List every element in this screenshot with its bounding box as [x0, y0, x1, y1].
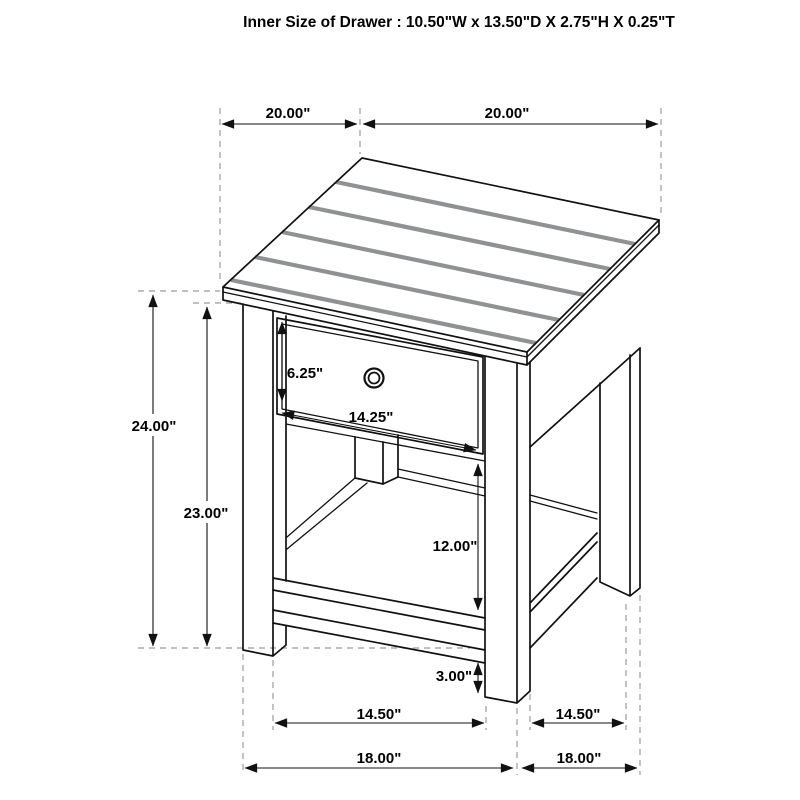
- dim-label-under-top-height: 23.00": [183, 505, 229, 522]
- shelf: [273, 578, 485, 630]
- drawer: [277, 318, 483, 454]
- drawer-support-block: [355, 435, 398, 484]
- side-stretcher: [530, 533, 597, 648]
- dim-label-top-depth: 20.00": [265, 105, 311, 122]
- drawer-knob: [365, 369, 384, 388]
- dimension-lines: [124, 124, 658, 768]
- dim-label-drawer-width: 14.25": [348, 409, 394, 426]
- dim-label-front-outer-width: 18.00": [356, 750, 402, 767]
- compartment-details: [286, 424, 597, 549]
- plank-stripes: [231, 182, 635, 343]
- dim-label-side-inner-span: 14.50": [555, 706, 601, 723]
- side-runners: [287, 478, 367, 549]
- shelf-front-edge: [273, 578, 485, 630]
- guide-top: [220, 108, 661, 283]
- guide-lines: [138, 108, 661, 775]
- tabletop: [223, 158, 659, 365]
- right-front-leg-outline: [485, 357, 530, 703]
- dim-label-top-width: 20.00": [484, 105, 530, 122]
- rear-right-leg-outline: [600, 348, 640, 596]
- rear-right-leg: [530, 348, 640, 596]
- dim-label-drawer-height: 6.25": [286, 365, 324, 382]
- drawer-knob-inner: [369, 373, 380, 384]
- dim-label-stretcher-gap: 3.00": [435, 668, 473, 685]
- dim-label-side-outer-depth: 18.00": [556, 750, 602, 767]
- back-rail: [398, 469, 597, 519]
- front-stretcher: [273, 610, 485, 663]
- dim-label-shelf-clearance: 12.00": [432, 538, 478, 555]
- right-front-leg: [485, 357, 530, 703]
- dim-label-overall-height: 24.00": [131, 418, 177, 435]
- left-front-leg-outline: [243, 304, 286, 656]
- diagram-title: Inner Size of Drawer : 10.50"W x 13.50"D X 2.75"H X 0.25"T: [243, 14, 675, 31]
- dim-label-front-inner-span: 14.50": [356, 706, 402, 723]
- side-apron-edge: [530, 348, 640, 447]
- table-drawing: [223, 158, 659, 703]
- left-front-leg: [243, 304, 286, 656]
